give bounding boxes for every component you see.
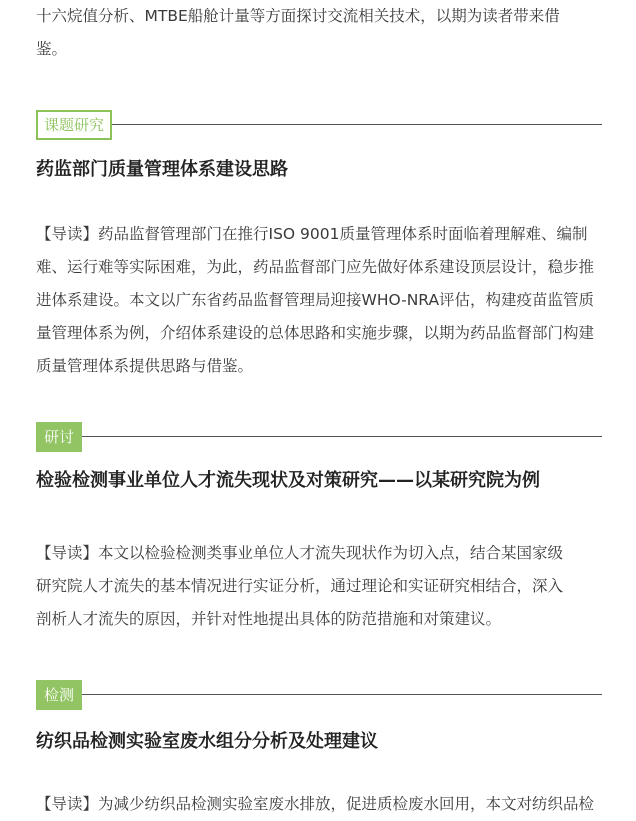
section-divider [36,124,602,125]
summary-line: 量管理体系为例，介绍体系建设的总体思路和实施步骤，以期为药品监督部门构建 [36,324,595,342]
section-header-research [36,110,602,140]
section-tag: 研讨 [36,422,82,452]
section-tag: 检测 [36,680,82,710]
section-divider [36,694,602,695]
article-title[interactable]: 纺织品检测实验室废水组分分析及处理建议 [36,731,378,752]
summary-line: 【导读】本文以检验检测类事业单位人才流失现状作为切入点，结合某国家级 [36,544,564,562]
article-summary [36,537,602,636]
intro-line: 十六烷值分析、MTBE船舱计量等方面探讨交流相关技术，以期为读者带来借 [36,7,560,25]
section-divider [36,436,602,437]
summary-line: 难、运行难等实际困难，为此，药品监督部门应先做好体系建设顶层设计，稳步推 [36,258,595,276]
article-summary [36,788,602,821]
article-summary [36,218,602,383]
section-header-discussion [36,422,602,452]
section-tag: 课题研究 [36,110,112,140]
intro-paragraph [36,0,602,66]
summary-line: 研究院人才流失的基本情况进行实证分析，通过理论和实证研究相结合，深入 [36,577,564,595]
article-title[interactable]: 检验检测事业单位人才流失现状及对策研究——以某研究院为例 [36,470,540,491]
intro-line: 鉴。 [36,40,68,58]
summary-line: 剖析人才流失的原因，并针对性地提出具体的防范措施和对策建议。 [36,610,502,628]
article-title[interactable]: 药监部门质量管理体系建设思路 [36,159,288,180]
summary-line: 【导读】药品监督管理部门在推行ISO 9001质量管理体系时面临着理解难、编制 [36,225,588,243]
section-header-testing [36,680,602,710]
summary-line: 进体系建设。本文以广东省药品监督管理局迎接WHO-NRA评估，构建疫苗监管质 [36,291,595,309]
summary-line: 质量管理体系提供思路与借鉴。 [36,357,254,375]
summary-line: 【导读】为减少纺织品检测实验室废水排放，促进质检废水回用，本文对纺织品检 [36,795,595,813]
